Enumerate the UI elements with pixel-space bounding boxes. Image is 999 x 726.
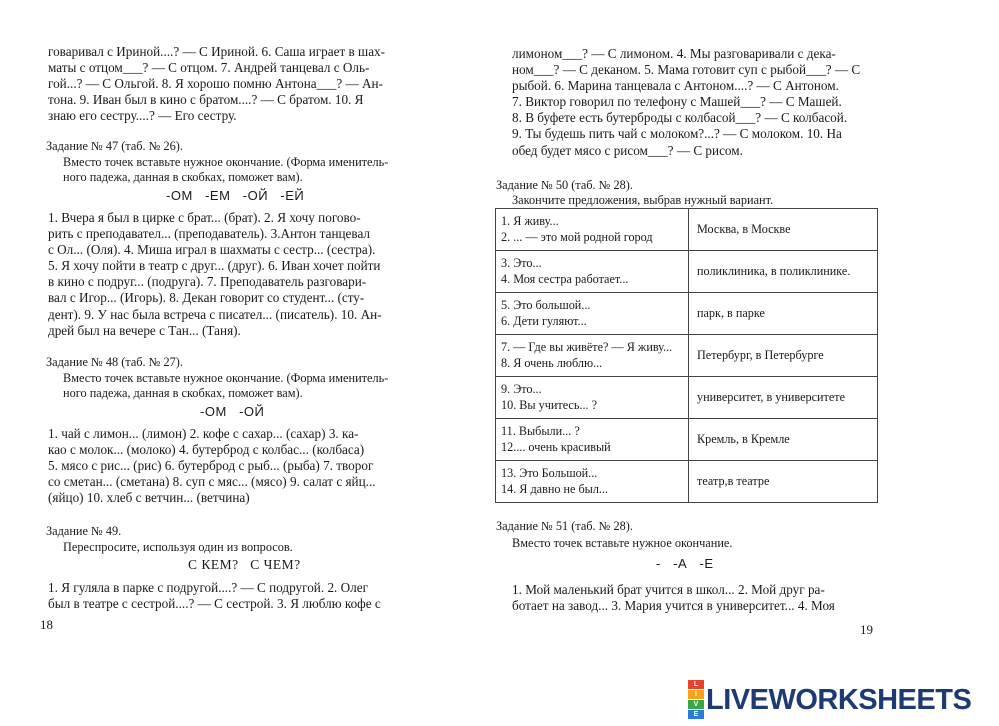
table-cell-prompt	[496, 377, 689, 419]
table-cell-options: университет, в университете	[689, 377, 878, 419]
prompt-line: 3. Это...	[501, 256, 542, 270]
text-line: 1. Мой маленький брат учится в школ... 2. Мой друг ра-	[512, 582, 825, 597]
task-49-questions: С КЕМ? С ЧЕМ?	[188, 557, 301, 572]
table-row	[496, 419, 878, 461]
table-row	[496, 251, 878, 293]
task-47-title: Задание № 47 (таб. № 26).	[46, 139, 183, 153]
prompt-line: 12.... очень красивый	[501, 439, 611, 454]
prompt-line: 14. Я давно не был...	[501, 481, 609, 496]
text-line: 7. Виктор говорил по телефону с Машей___? — С Машей.	[512, 94, 842, 110]
text-line: рыбой. 6. Марина танцевала с Антоном....? — С Антоном.	[512, 78, 839, 94]
task-51-instruction: Вместо точек вставьте нужное окончание.	[512, 536, 733, 550]
text-line: был в театре с сестрой....? — С сестрой. 3. Я люблю кофе с	[48, 596, 381, 612]
prompt-line: 6. Дети гуляют...	[501, 313, 587, 328]
text-line: обед будет мясо с рисом___? — С рисом.	[512, 142, 743, 158]
table-row	[496, 293, 878, 335]
task-50-table	[495, 208, 878, 503]
text-line: дрей был на вечере с Тан... (Таня).	[48, 322, 241, 338]
task-50-instruction: Закончите предложения, выбрав нужный вариант.	[512, 193, 774, 207]
text-line: (яйцо) 10. хлеб с ветчин... (ветчина)	[48, 490, 250, 506]
text-line: 9. Ты будешь пить чай с молоком?...? — С молоком. 10. На	[512, 126, 842, 142]
prompt-line: 2. ... — это мой родной город	[501, 229, 653, 244]
table-cell-prompt	[496, 461, 689, 503]
instruction-line: Вместо точек вставьте нужное окончание. (Форма именитель-	[63, 155, 389, 169]
table-cell-options: Москва, в Москве	[689, 209, 878, 251]
table-row	[496, 209, 878, 251]
text-line: ботает на завод... 3. Мария учится в университет... 4. Моя	[512, 598, 835, 614]
instruction-line: ного падежа, данная в скобках, поможет вам).	[63, 170, 303, 184]
text-line: маты с отцом___? — С отцом. 7. Андрей танцевал с Оль-	[48, 60, 370, 76]
logo-mark-letter: E	[688, 710, 704, 719]
table-cell-options: Петербург, в Петербурге	[689, 335, 878, 377]
text-line: говаривал с Ириной....? — С Ириной. 6. Саша играет в шах-	[48, 44, 386, 59]
prompt-line: 9. Это...	[501, 382, 542, 396]
table-cell-options: Кремль, в Кремле	[689, 419, 878, 461]
table-row	[496, 335, 878, 377]
task-51-endings: - -А -Е	[656, 556, 714, 571]
task-51-text	[512, 582, 877, 614]
table-cell-options: поликлиника, в поликлинике.	[689, 251, 878, 293]
text-line: рить с преподавател... (преподаватель). 3.Антон танцевал	[48, 226, 371, 242]
text-line: знаю его сестру....? — Его сестру.	[48, 108, 237, 124]
prompt-line: 1. Я живу...	[501, 214, 559, 228]
text-line: 5. Я хочу пойти в театр с друг... (друг). 6. Иван хочет пойти	[48, 258, 381, 274]
left-page	[0, 0, 470, 726]
instruction-line: ного падежа, данная в скобках, поможет вам).	[63, 386, 303, 400]
logo-text: LIVEWORKSHEETS	[706, 683, 972, 716]
task-51-title: Задание № 51 (таб. № 28).	[496, 519, 633, 533]
right-intro-text	[512, 46, 875, 159]
text-line: вал с Игор... (Игорь). 8. Декан говорит со студент... (сту-	[48, 290, 365, 306]
table-row	[496, 461, 878, 503]
left-intro-text	[48, 44, 428, 124]
table-cell-prompt	[496, 209, 689, 251]
prompt-line: 8. Я очень люблю...	[501, 355, 603, 370]
text-line: гой...? — С Ольгой. 8. Я хорошо помню Антона___? — Ан-	[48, 76, 384, 92]
text-line: в кино с подруг... (подруга). 7. Преподаватель разговари-	[48, 274, 367, 290]
text-line: дент). 9. У нас была встреча с писател... (писатель). 10. Ан-	[48, 306, 382, 322]
table-cell-prompt	[496, 419, 689, 461]
task-47-text	[48, 210, 428, 339]
logo-mark-icon	[688, 680, 704, 720]
logo-mark-letter: V	[688, 700, 704, 709]
text-line: 1. Я гуляла в парке с подругой....? — С подругой. 2. Олег	[48, 580, 369, 595]
task-47-instruction	[63, 155, 423, 185]
table-cell-prompt	[496, 335, 689, 377]
task-49-title: Задание № 49.	[46, 524, 122, 538]
prompt-line: 11. Выбыли... ?	[501, 424, 580, 438]
text-line: ном___? — С деканом. 5. Мама готовит суп с рыбой___? — С	[512, 62, 861, 78]
task-50-title: Задание № 50 (таб. № 28).	[496, 178, 633, 192]
prompt-line: 7. — Где вы живёте? — Я живу...	[501, 340, 673, 354]
page-number: 18	[40, 617, 53, 632]
text-line: тона. 9. Иван был в кино с братом....? — С братом. 10. Я	[48, 92, 364, 108]
prompt-line: 10. Вы учитесь... ?	[501, 397, 597, 412]
logo-mark-letter: L	[688, 680, 704, 689]
task-48-endings: -ОМ -ОЙ	[200, 404, 265, 419]
text-line: као с молок... (молоко) 4. бутерброд с колбас... (колбаса)	[48, 442, 365, 458]
text-line: 1. чай с лимон... (лимон) 2. кофе с сахар... (сахар) 3. ка-	[48, 426, 359, 441]
table-cell-options: театр,в театре	[689, 461, 878, 503]
text-line: с Ол... (Оля). 4. Миша играл в шахматы с сестр... (сестра).	[48, 242, 376, 258]
text-line: со сметан... (сметана) 8. суп с мяс... (мясо) 9. салат с яйц...	[48, 474, 376, 490]
liveworksheets-logo	[688, 680, 971, 720]
table-cell-prompt	[496, 293, 689, 335]
task-47-endings: -ОМ -ЕМ -ОЙ -ЕЙ	[166, 188, 305, 203]
task-48-instruction	[63, 371, 423, 401]
prompt-line: 13. Это Большой...	[501, 466, 598, 480]
logo-mark-letter: I	[688, 690, 704, 699]
task-48-text	[48, 426, 428, 506]
page-number: 19	[860, 622, 873, 637]
task-49-text	[48, 580, 420, 612]
text-line: 8. В буфете есть бутерброды с колбасой___? — С колбасой.	[512, 110, 848, 126]
table-cell-options: парк, в парке	[689, 293, 878, 335]
text-line: 1. Вчера я был в цирке с брат... (брат). 2. Я хочу погово-	[48, 210, 361, 225]
task-49-instruction: Переспросите, используя один из вопросов.	[63, 540, 293, 554]
text-line: лимоном___? — С лимоном. 4. Мы разговаривали с дека-	[512, 46, 836, 61]
table-cell-prompt	[496, 251, 689, 293]
prompt-line: 5. Это большой...	[501, 298, 591, 312]
instruction-line: Вместо точек вставьте нужное окончание. (Форма именитель-	[63, 371, 389, 385]
text-line: 5. мясо с рис... (рис) 6. бутерброд с рыб... (рыба) 7. творог	[48, 458, 374, 474]
table-row	[496, 377, 878, 419]
prompt-line: 4. Моя сестра работает...	[501, 271, 629, 286]
task-48-title: Задание № 48 (таб. № 27).	[46, 355, 183, 369]
